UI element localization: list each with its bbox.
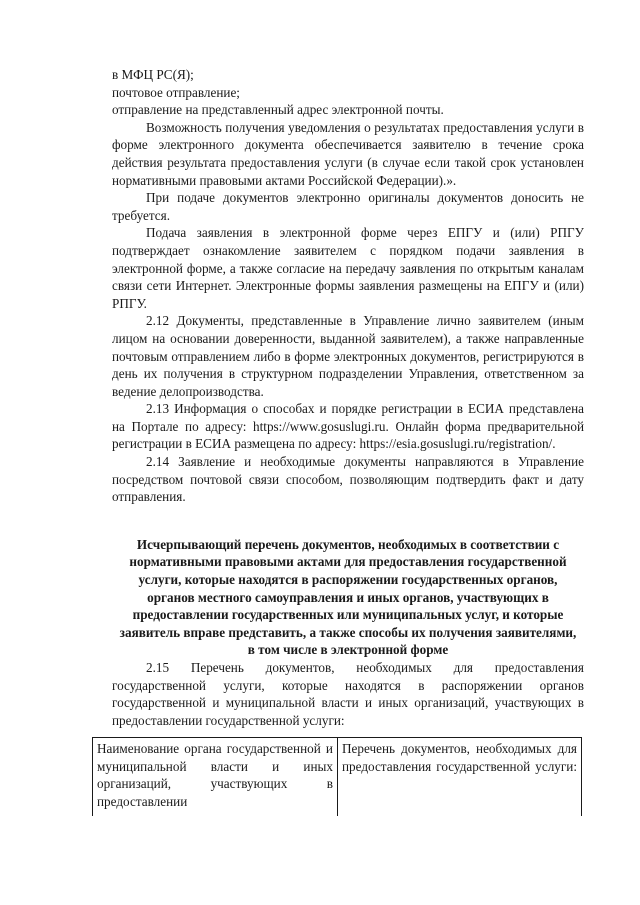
documents-table bbox=[92, 737, 582, 816]
list-item: почтовое отправление; bbox=[112, 84, 240, 100]
list-item: в МФЦ РС(Я); bbox=[112, 67, 194, 82]
paragraph-2-12: 2.12 Документы, представленные в Управление лично заявителем (иным лицом на основании доверенности, выданной заявителем), а также направленные почтовым отправлением либо в форме электронных документов, регистрируются в день их получения в структурном подразделении Управления, ответственном за ведение делопроизводства. bbox=[112, 313, 584, 399]
paragraph-2-15: 2.15 Перечень документов, необходимых для предоставления государственной услуги, которые находятся в распоряжении органов государственной и муниципальной власти и иных организаций, участвующих в предоставлении государственной услуги: bbox=[112, 660, 584, 728]
list-item: отправление на представленный адрес электронной почты. bbox=[112, 102, 444, 118]
table-row bbox=[93, 738, 582, 817]
paragraph-electronic-submission: Подача заявления в электронной форме через ЕПГУ и (или) РПГУ подтверждает ознакомление заявителем с порядком подачи заявления в электронной форме, а также согласие на передачу заявления по открытым каналам связи сети Интернет. Электронные формы заявления размещены на ЕПГУ и (или) РПГУ. bbox=[112, 225, 584, 311]
document-body bbox=[112, 66, 584, 729]
paragraph-originals: При подаче документов электронно оригиналы документов доносить не требуется. bbox=[112, 190, 584, 223]
table-header-organ: Наименование органа государственной и муниципальной власти и иных организаций, участвующих в предоставлении bbox=[93, 738, 338, 817]
table-header-documents: Перечень документов, необходимых для предоставления государственной услуги: bbox=[337, 738, 581, 817]
paragraph-2-14: 2.14 Заявление и необходимые документы направляются в Управление посредством почтовой связи способом, позволяющим подтвердить факт и дату отправления. bbox=[112, 454, 584, 505]
paragraph-2-13: 2.13 Информация о способах и порядке регистрации в ЕСИА представлена на Портале по адресу: https://www.gosuslugi.ru. Онлайн форма предварительной регистрации в ЕСИА размещена по адресу: https://esia.gosuslugi.ru/registration/. bbox=[112, 401, 584, 452]
paragraph-notification: Возможность получения уведомления о результатах предоставления услуги в форме электронного документа обеспечивается заявителю в течение срока действия результата предоставления услуги (в случае если такой срок установлен нормативными правовыми актами Российской Федерации).». bbox=[112, 119, 584, 188]
section-heading: Исчерпывающий перечень документов, необходимых в соответствии с нормативными правовыми актами для предоставления государственной услуги, которые находятся в распоряжении государственных органов, органов местного самоуправления и иных органов, участвующих в предоставлении государственных или муниципальных услуг, и которые заявитель вправе представить, а также способы их получения заявителями, в том числе в электронной форме bbox=[119, 536, 577, 658]
